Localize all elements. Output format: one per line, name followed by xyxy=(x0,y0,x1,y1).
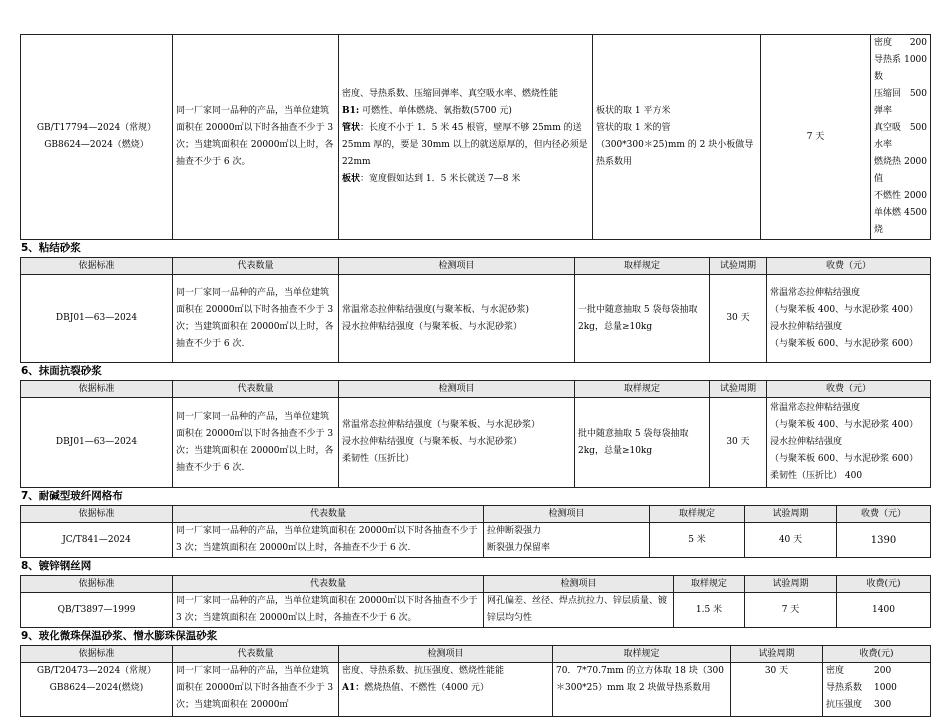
standard-cell: DBJ01—63—2024 xyxy=(21,398,173,488)
fee-cell: 常温常态拉伸粘结强度 （与聚苯板 400、与水泥砂浆 400） 浸水拉伸粘结强度 （与聚苯板 600、与水泥砂浆 600） 柔韧性（压折比） 400 xyxy=(767,398,931,488)
sampling-cell: 70．7*70.7mm 的立方体取 18 块（300＊300*25）mm 取 2 块做导热系数用 xyxy=(553,663,731,717)
fee-item xyxy=(826,697,927,714)
table-crack-resistant-mortar xyxy=(20,380,931,488)
fee-item xyxy=(874,120,927,154)
fee-item xyxy=(874,188,927,205)
col-header-sampling: 取样规定 xyxy=(674,576,745,593)
col-header-items: 检测项目 xyxy=(339,258,575,275)
section-title-8: 8、镀锌钢丝网 xyxy=(21,560,92,572)
section-title-5: 5、粘结砂浆 xyxy=(21,242,81,254)
col-header-standard: 依据标准 xyxy=(21,646,173,663)
quantity-cell: 同一厂家同一品种的产品，当单位建筑面积在 20000㎡以下时各抽查不少于 3 次；当建筑面积在 20000㎡以上时，各抽查不少于 6 次。 xyxy=(173,593,484,628)
items-bold-label: 板状 xyxy=(342,174,361,184)
items-cell xyxy=(339,663,553,717)
sampling-cell: 5 米 xyxy=(650,523,745,558)
table-galvanized-mesh xyxy=(20,575,931,628)
standard-cell: JC/T841—2024 xyxy=(21,523,173,558)
fee-item-name: 导热系数 xyxy=(826,683,863,693)
fee-cell: 常温常态拉伸粘结强度 （与聚苯板 400、与水泥砂浆 400） 浸水拉伸粘结强度 （与聚苯板 600、与水泥砂浆 600） xyxy=(767,275,931,363)
document-page xyxy=(20,34,930,717)
col-header-sampling: 取样规定 xyxy=(553,646,731,663)
items-cell: 网孔偏差、丝径、焊点抗拉力、锌层质量、镀锌层均匀性 xyxy=(484,593,674,628)
fee-item xyxy=(874,86,927,120)
fee-item-value: 500 xyxy=(909,89,927,99)
table-row xyxy=(21,593,931,628)
table-row xyxy=(21,663,931,717)
col-header-items: 检测项目 xyxy=(484,506,650,523)
items-line-2 xyxy=(342,680,549,697)
fee-item-value: 1000 xyxy=(874,683,897,693)
table-row xyxy=(21,35,931,240)
fee-cell: 1400 xyxy=(837,593,931,628)
quantity-cell: 同一厂家同一品种的产品，当单位建筑面积在 20000㎡以下时各抽查不少于 3 次；当建筑面积在 20000㎡ xyxy=(173,663,339,717)
fee-item-value: 300 xyxy=(874,700,892,710)
fee-item-name: 不燃性 xyxy=(874,191,902,201)
sampling-cell: 一批中随意抽取 5 袋每袋抽取 2kg，总量≥10kg xyxy=(575,275,710,363)
items-cell: 常温常态拉伸粘结强度(与聚苯板、与水泥砂浆) 浸水拉伸粘结强度（与聚苯板、与水泥砂浆） xyxy=(339,275,575,363)
col-header-fee: 收费（元） xyxy=(767,258,931,275)
items-text: 燃烧热值、不燃性（4000 元） xyxy=(364,683,490,693)
standard-cell: QB/T3897—1999 xyxy=(21,593,173,628)
col-header-standard: 依据标准 xyxy=(21,576,173,593)
col-header-period: 试验周期 xyxy=(745,576,837,593)
col-header-items: 检测项目 xyxy=(484,576,674,593)
fee-item-name: 导热系数 xyxy=(874,55,902,82)
col-header-quantity: 代表数量 xyxy=(173,646,339,663)
fee-cell xyxy=(871,35,931,240)
sampling-cell: 1.5 米 xyxy=(674,593,745,628)
col-header-fee: 收费(元) xyxy=(823,646,931,663)
items-line xyxy=(342,120,589,171)
fee-item-name: 单体燃烧 xyxy=(874,208,902,235)
table-row xyxy=(21,275,931,363)
items-text: ：长度不小于 1．5 米 45 根管，壁厚不够 25mm 的送 25mm 厚的，要是 30mm 以上的就送原厚的，但内径必须是 22mm xyxy=(342,123,588,167)
fee-item xyxy=(826,680,927,697)
col-header-quantity: 代表数量 xyxy=(173,506,484,523)
fee-item-value: 2000 xyxy=(904,191,927,201)
items-text: 密度、导热系数、压缩回弹率、真空吸水率、燃烧性能 xyxy=(342,89,559,99)
items-text: 可燃性、单体燃烧、氧指数(5700 元) xyxy=(359,106,512,116)
standard-cell: GB/T17794—2024（常规） GB8624—2024（燃烧） xyxy=(21,35,173,240)
items-cell xyxy=(339,35,593,240)
col-header-sampling: 取样规定 xyxy=(575,258,710,275)
fee-item-value: 200 xyxy=(909,38,927,48)
col-header-quantity: 代表数量 xyxy=(173,576,484,593)
col-header-standard: 依据标准 xyxy=(21,258,173,275)
sampling-cell: 批中随意抽取 5 袋每袋抽取 2kg，总量≥10kg xyxy=(575,398,710,488)
fee-item-value: 2000 xyxy=(904,157,927,167)
fee-item-name: 真空吸水率 xyxy=(874,123,902,150)
col-header-quantity: 代表数量 xyxy=(173,381,339,398)
items-line-1: 密度、导热系数、抗压强度、燃烧性能能 xyxy=(342,666,505,676)
section-title-7: 7、耐碱型玻纤网格布 xyxy=(21,490,123,502)
fee-item-value: 500 xyxy=(909,123,927,133)
period-cell: 40 天 xyxy=(745,523,837,558)
col-header-fee: 收费(元) xyxy=(837,576,931,593)
fee-item xyxy=(874,154,927,188)
items-cell: 常温常态拉伸粘结强度（与聚苯板、与水泥砂浆） 浸水拉伸粘结强度（与聚苯板、与水泥砂浆） 柔韧性（压折比） xyxy=(339,398,575,488)
quantity-cell: 同一厂家同一品种的产品，当单位建筑面积在 20000㎡以下时各抽查不少于 3 次；当建筑面积在 20000㎡以上时，各抽查不少于 6 次. xyxy=(173,398,339,488)
col-header-period: 试验周期 xyxy=(731,646,823,663)
col-header-quantity: 代表数量 xyxy=(173,258,339,275)
fee-cell: 1390 xyxy=(837,523,931,558)
col-header-items: 检测项目 xyxy=(339,381,575,398)
col-header-sampling: 取样规定 xyxy=(575,381,710,398)
items-line xyxy=(342,86,589,103)
fee-cell xyxy=(823,663,931,717)
table-insulation-mortar xyxy=(20,645,931,717)
fee-item-value: 4500 xyxy=(904,208,927,218)
table-bonding-mortar xyxy=(20,257,931,363)
period-cell: 30 天 xyxy=(710,275,767,363)
col-header-period: 试验周期 xyxy=(710,381,767,398)
quantity-cell: 同一厂家同一品种的产品，当单位建筑面积在 20000㎡以下时各抽查不少于 3 次；当建筑面积在 20000㎡以上时，各抽查不少于 6 次. xyxy=(173,275,339,363)
items-bold-label: B1: xyxy=(342,106,360,116)
items-cell: 拉伸断裂强力 断裂强力保留率 xyxy=(484,523,650,558)
table-fiberglass-mesh xyxy=(20,505,931,558)
items-text: ：宽度假如达到 1．5 米长就送 7—8 米 xyxy=(360,174,521,184)
fee-item-name: 密度 xyxy=(826,666,845,676)
col-header-items: 检测项目 xyxy=(339,646,553,663)
fee-item-value: 200 xyxy=(874,666,892,676)
table-row xyxy=(21,523,931,558)
fee-item xyxy=(874,205,927,239)
table-header-row xyxy=(21,506,931,523)
col-header-standard: 依据标准 xyxy=(21,381,173,398)
period-cell: 30 天 xyxy=(731,663,823,717)
period-cell: 7 天 xyxy=(761,35,871,240)
standard-cell: GB/T20473—2024（常规） GB8624—2024(燃烧) xyxy=(21,663,173,717)
section-title-9: 9、玻化微珠保温砂浆、憎水膨珠保温砂浆 xyxy=(21,630,218,642)
fee-item-name: 抗压强度 xyxy=(826,700,863,710)
fee-item-name: 燃烧热值 xyxy=(874,157,902,184)
col-header-period: 试验周期 xyxy=(745,506,837,523)
items-bold-label: A1： xyxy=(342,683,365,693)
table-header-row xyxy=(21,258,931,275)
quantity-cell: 同一厂家同一品种的产品，当单位建筑面积在 20000㎡以下时各抽查不少于 3 次；当建筑面积在 20000㎡以上时，各抽查不少于 6 次。 xyxy=(173,35,339,240)
fee-item-name: 压缩回弹率 xyxy=(874,89,902,116)
table-insulation-board xyxy=(20,34,931,240)
col-header-period: 试验周期 xyxy=(710,258,767,275)
quantity-cell: 同一厂家同一品种的产品，当单位建筑面积在 20000㎡以下时各抽查不少于 3 次；当建筑面积在 20000㎡以上时，各抽查不少于 6 次. xyxy=(173,523,484,558)
fee-item-value: 1000 xyxy=(904,55,927,65)
section-title-6: 6、抹面抗裂砂浆 xyxy=(21,365,102,377)
table-header-row xyxy=(21,646,931,663)
items-bold-label: 管状 xyxy=(342,123,361,133)
standard-cell: DBJ01—63—2024 xyxy=(21,275,173,363)
table-row xyxy=(21,398,931,488)
col-header-fee: 收费（元） xyxy=(767,381,931,398)
fee-item xyxy=(874,35,927,52)
col-header-standard: 依据标准 xyxy=(21,506,173,523)
col-header-sampling: 取样规定 xyxy=(650,506,745,523)
fee-item-name: 密度 xyxy=(874,38,893,48)
col-header-fee: 收费（元） xyxy=(837,506,931,523)
sampling-cell: 板状的取 1 平方米 管状的取 1 米的管 （300*300＊25)mm 的 2 块小板做导热系数用 xyxy=(593,35,761,240)
period-cell: 30 天 xyxy=(710,398,767,488)
items-line xyxy=(342,171,589,188)
fee-item xyxy=(874,52,927,86)
items-line xyxy=(342,103,589,120)
table-header-row xyxy=(21,576,931,593)
period-cell: 7 天 xyxy=(745,593,837,628)
table-header-row xyxy=(21,381,931,398)
